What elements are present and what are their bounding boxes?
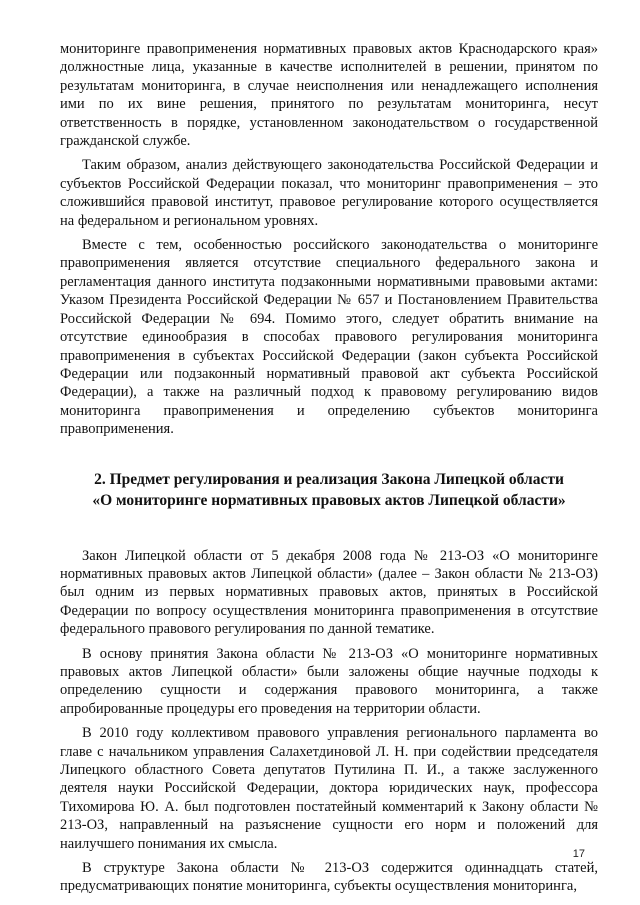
paragraph-law-intro: Закон Липецкой области от 5 декабря 2008 года № 213-ОЗ «О мониторинге нормативных правовых актов Липецкой области» (далее – Закон области № 213-ОЗ) был одним из первых нормативных правовых актов, принятых в Российской Федерации по вопросу осуществления мониторинга правоприменения в отсутствие федерального правового регулирования по данной тематике. xyxy=(60,547,598,638)
paragraph-legislation-features: Вместе с тем, особенностью российского законодательства о мониторинге правоприменения является отсутствие специального федерального закона и регламентация данного института подзаконными нормативными правовыми актами: Указом Президента Российской Федерации № 657 и Постановлением Правительства Российской Федерации № 694. Помимо этого, следует обратить внимание на отсутствие единообразия в способах правового регулирования мониторинга правоприменения в субъектах Российской Федерации (закон субъекта Российской Федерации или подзаконный нормативный правовой акт субъекта Российской Федерации), а также на различный подход к правовому регулированию видов мониторинга правоприменения и определению субъектов мониторинга правоприменения. xyxy=(60,237,598,438)
section-heading xyxy=(60,469,598,511)
paragraph-commentary: В 2010 году коллективом правового управления регионального парламента во главе с начальником управления Салахетдиновой Л. Н. при содействии председателя Липецкого областного Совета депутатов Путилина П. И., а также заслуженного деятеля науки Российской Федерации, доктора юридических наук, профессора Тихомирова Ю. А. был подготовлен постатейный комментарий к Закону области № 213-ОЗ, направленный на разъяснение сущности его норм и положений для наилучшего понимания их смысла. xyxy=(60,725,598,852)
paragraph-continuation: мониторинге правоприменения нормативных правовых актов Краснодарского края» должностные лица, указанные в качестве исполнителей в решении, принятом по результатам мониторинга, в случае неисполнения или ненадлежащего исполнения ими по их вине решения, принятого по результатам мониторинга, несут ответственность в порядке, установленном законодательством о государственной гражданской службе. xyxy=(60,41,598,150)
document-page xyxy=(60,40,598,902)
section-heading-line-2: «О мониторинге нормативных правовых актов Липецкой области» xyxy=(92,491,566,509)
section-heading-line-1: 2. Предмет регулирования и реализация Закона Липецкой области xyxy=(94,470,564,488)
paragraph-analysis-summary: Таким образом, анализ действующего законодательства Российской Федерации и субъектов Российской Федерации показал, что мониторинг правоприменения – это сложившийся правовой институт, правовое регулирование которого осуществляется на федеральном и региональном уровнях. xyxy=(60,157,598,229)
page-number: 17 xyxy=(572,848,585,860)
paragraph-law-basis: В основу принятия Закона области № 213-ОЗ «О мониторинге нормативных правовых актов Липецкой области» были заложены общие научные подходы к определению сущности и содержания правового мониторинга, а также апробированные процедуры его проведения на территории области. xyxy=(60,645,598,717)
paragraph-law-structure: В структуре Закона области № 213-ОЗ содержится одиннадцать статей, предусматривающих понятие мониторинга, субъекты осуществления мониторинга, xyxy=(60,860,598,895)
